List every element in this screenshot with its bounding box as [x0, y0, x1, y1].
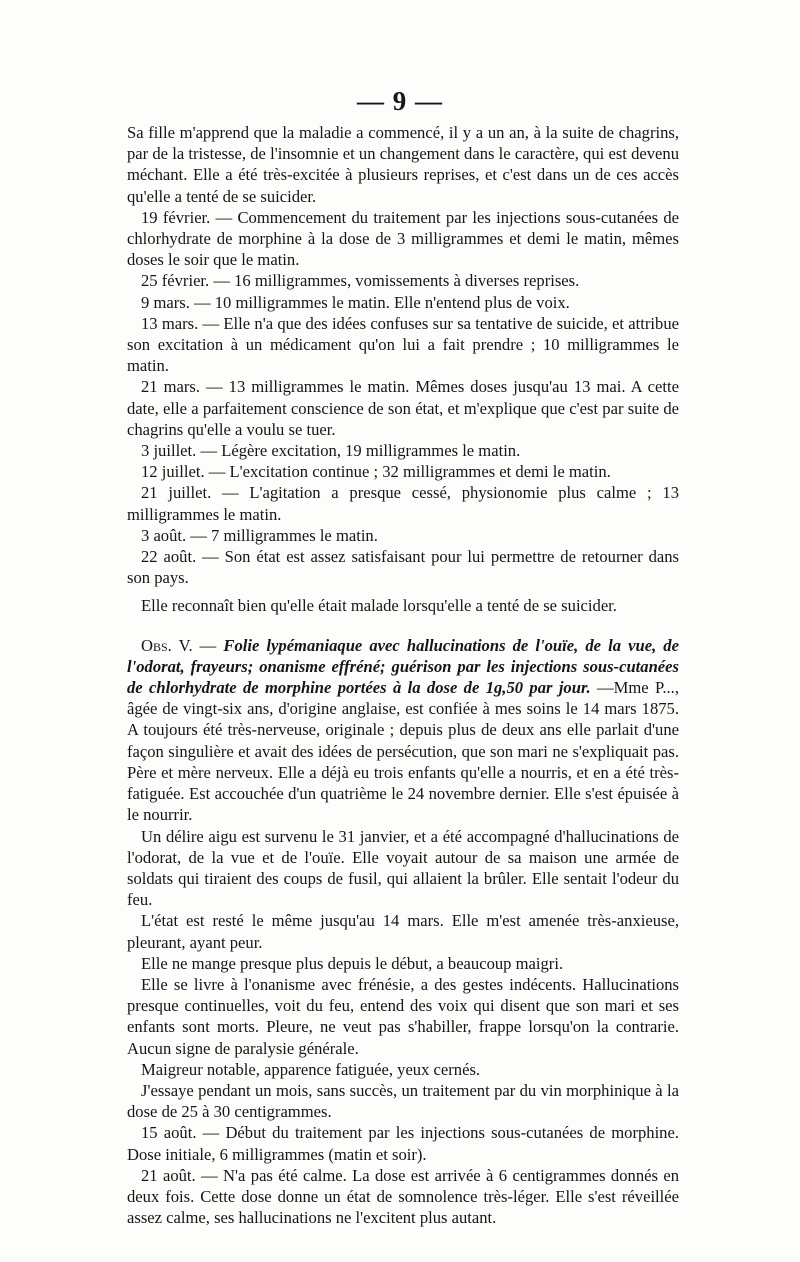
paragraph: 25 février. — 16 milligrammes, vomissements à diverses reprises. — [141, 271, 580, 291]
paragraph: Un délire aigu est survenu le 31 janvier, et a été accompagné d'hallucinations de l'odorat, de la vue et de l'ouïe. Elle voyait autour de sa maison une armée de soldats qui tiraient des coups de fusil, qui allaient la brûler. Elle sentait l'odeur du feu. — [127, 826, 679, 910]
paragraph: 19 février. — Commencement du traitement par les injections sous-cutanées de chlorhydrate de morphine à la dose de 3 milligrammes et demi le matin, mêmes doses le soir que le matin. — [127, 207, 679, 270]
observation-label: Obs. V. — — [141, 635, 217, 655]
page-body — [127, 122, 679, 1228]
paragraph: 12 juillet. — L'excitation continue ; 32 milligrammes et demi le matin. — [141, 462, 611, 482]
paragraph: Elle se livre à l'onanisme avec frénésie, a des gestes indécents. Hallucinations presque continuelles, voit du feu, entend des voix qui disent que son mari et ses enfants sont morts. Pleure, ne veut pas s'habiller, frappe lorsqu'on la contrarie. Aucun signe de paralysie générale. — [127, 974, 679, 1058]
paragraph: 21 mars. — 13 milligrammes le matin. Mêmes doses jusqu'au 13 mai. A cette date, elle a parfaitement conscience de son état, et m'explique que c'est par suite de chagrins qu'elle a voulu se tuer. — [127, 377, 679, 439]
paragraph: 13 mars. — Elle n'a que des idées confuses sur sa tentative de suicide, et attribue son excitation à un médicament qu'on lui a fait prendre ; 10 milligrammes le matin. — [127, 313, 679, 376]
paragraph: 15 août. — Début du traitement par les injections sous-cutanées de morphine. Dose initiale, 6 milligrammes (matin et soir). — [127, 1123, 679, 1164]
paragraph: L'état est resté le même jusqu'au 14 mars. Elle m'est amenée très-anxieuse, pleurant, ayant peur. — [127, 911, 679, 952]
paragraph: J'essaye pendant un mois, sans succès, un traitement par du vin morphinique à la dose de 25 à 30 centigrammes. — [127, 1080, 679, 1122]
paragraph: Elle ne mange presque plus depuis le début, a beaucoup maigri. — [141, 953, 564, 973]
observation-intro: —Mme P..., âgée de vingt-six ans, d'origine anglaise, est confiée à mes soins le 14 mars 1875. A toujours été très-nerveuse, originale ; depuis plus de deux ans elle parlait d'une façon singulière et avait des idées de persécution, que son mari ne s'expliquait pas. Père et mère nerveux. Elle a déjà eu trois enfants qu'elle a nourris, et en a été très-fatiguée. Est accouchée d'un quatrième le 24 novembre dernier. Elle s'est épuisée à le nourrir. — [127, 678, 679, 825]
paragraph: 3 juillet. — Légère excitation, 19 milligrammes le matin. — [141, 441, 521, 461]
paragraph: 3 août. — 7 milligrammes le matin. — [141, 525, 378, 545]
page-number: — 9 — — [357, 86, 443, 116]
paragraph: Maigreur notable, apparence fatiguée, yeux cernés. — [141, 1059, 481, 1079]
observation-title: Folie lypémaniaque avec hallucinations de l'ouïe, de la vue, de l'odorat, frayeurs; onanisme effréné; guérison par les injections sous-cutanées de chlorhydrate de morphine portées à la dose de 1g,50 par jour. — [127, 635, 679, 698]
paragraph: 22 août. — Son état est assez satisfaisant pour lui permettre de retourner dans son pays. — [127, 547, 679, 588]
paragraph: 9 mars. — 10 milligrammes le matin. Elle n'entend plus de voix. — [141, 292, 570, 312]
paragraph: Sa fille m'apprend que la maladie a commencé, il y a un an, à la suite de chagrins, par de la tristesse, de l'insomnie et un changement dans le caractère, qui est devenu méchant. Elle a été très-excitée à plusieurs reprises, et c'est dans un de ces accès qu'elle a tenté de se suicider. — [127, 123, 679, 206]
paragraph: 21 juillet. — L'agitation a presque cessé, physionomie plus calme ; 13 milligrammes le matin. — [127, 483, 679, 524]
paragraph: Elle reconnaît bien qu'elle était malade lorsqu'elle a tenté de se suicider. — [141, 596, 617, 616]
observation-heading — [127, 635, 679, 826]
paragraph: 21 août. — N'a pas été calme. La dose est arrivée à 6 centigrammes donnés en deux fois. Cette dose donne un état de somnolence très-léger. Elle s'est réveillée assez calme, ses hallucinations ne l'excitent plus autant. — [127, 1165, 679, 1228]
